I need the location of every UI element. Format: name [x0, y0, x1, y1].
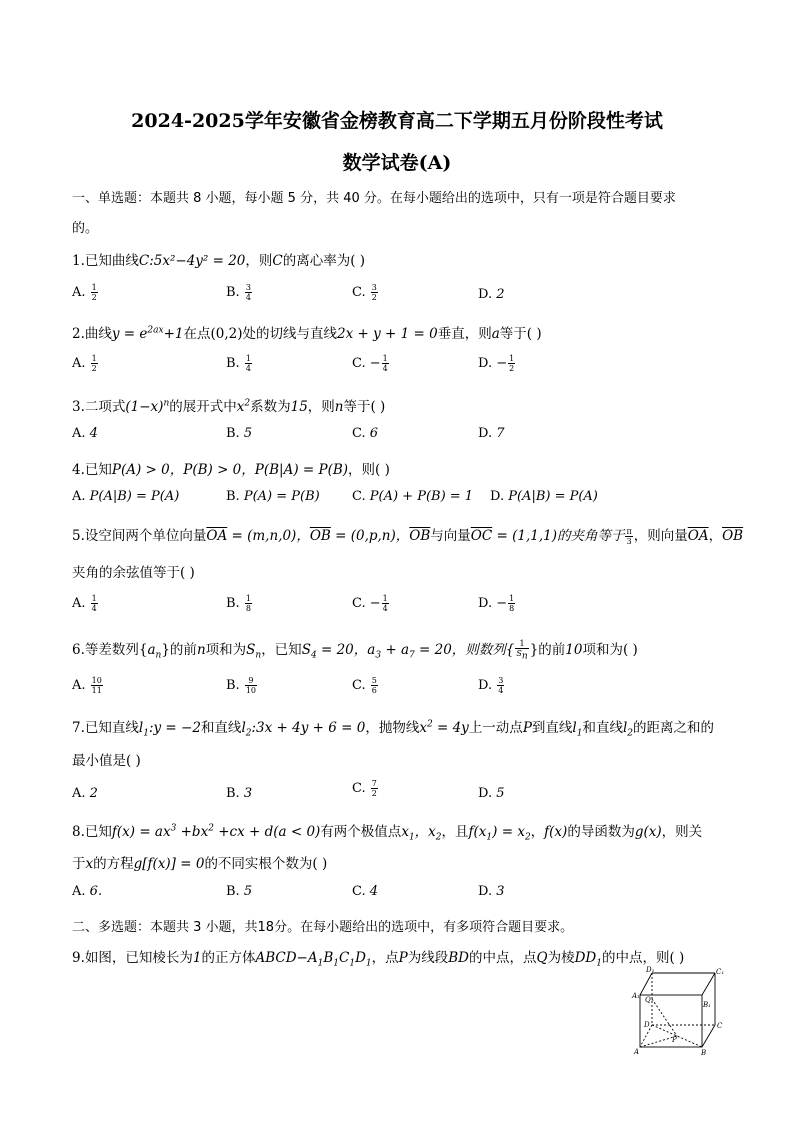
- q4-option-d: D. P(A|B) = P(A): [490, 489, 598, 504]
- question-5: 5.设空间两个单位向量$\overline{OA} = (m,n,0)$，$\overline{OB} = (0,p,n)$，$\overline{OB}$与向量$\overline{OC} = (1,1,1)$的夹角等于 $\frac{\pi}{3}$ ，则向量$\overline{OA}$，$\overline{OB}$: [72, 527, 744, 546]
- question-4: 4.已知P(A) > 0，P(B) > 0，P(B|A) = P(B)，则( ): [72, 462, 390, 478]
- q1-text3: 的离心率为( ): [282, 253, 366, 269]
- section-2-instructions: 二、多选题：本题共 3 小题，共18分。在每小题给出的选项中，有多项符合题目要求。: [72, 920, 574, 935]
- q2-option-c: C. − $\frac{1}{4}$: [352, 354, 388, 373]
- q8-option-a: A. 6.: [72, 884, 103, 899]
- q6-option-b: B. $\frac{9}{10}$: [226, 676, 257, 695]
- q4-option-a: A. P(A|B) = P(A): [72, 489, 180, 504]
- q1-c: C: [272, 253, 283, 269]
- q1-text2: ，则: [245, 253, 273, 269]
- label-b: B: [701, 1049, 707, 1057]
- q2-option-a: A. $\frac{1}{2}$: [72, 354, 97, 373]
- question-3: 3.二项式$(1-x)^n$的展开式中$x^2$系数为15，则n等于( ): [72, 398, 386, 415]
- question-8-line2: 于x的方程g[f(x)] = 0的不同实根个数为( ): [72, 856, 328, 872]
- question-9: 9.如图，已知棱长为1的正方体$ABCD-A_1B_1C_1D_1$，点P为线段BD的中点，点Q为棱$DD_1$的中点，则( ): [72, 950, 685, 969]
- q4-option-c: C. P(A) + P(B) = 1: [352, 489, 474, 504]
- q6-option-d: D. $\frac{3}{4}$: [478, 676, 504, 695]
- label-c1: C₁: [716, 968, 725, 976]
- q2-option-b: B. $\frac{1}{4}$: [226, 354, 251, 373]
- exam-title: 2024-2025学年安徽省金榜教育高二下学期五月份阶段性考试: [131, 110, 663, 132]
- label-c: C: [717, 1022, 723, 1030]
- question-7: 7.已知直线$l_1:y = -2$和直线$l_2:3x + 4y + 6 = 0$，抛物线$x^2 = 4y$上一动点P到直线$l_1$和直线$l_2$的距离之和的: [72, 719, 715, 739]
- q5-option-d: D. − $\frac{1}{8}$: [478, 594, 515, 613]
- label-d: D: [644, 1021, 650, 1029]
- q5-option-c: C. − $\frac{1}{4}$: [352, 594, 388, 613]
- label-d1: D₁: [646, 966, 655, 974]
- q1-option-a: A. $\frac{1}{2}$: [72, 283, 97, 302]
- q7-option-b: B. 3: [226, 786, 253, 801]
- q5-option-a: A. $\frac{1}{4}$: [72, 594, 97, 613]
- exam-subtitle: 数学试卷(A): [342, 152, 452, 174]
- q3-option-d: D. 7: [478, 426, 505, 441]
- q1-option-c: C. $\frac{3}{2}$: [352, 283, 377, 302]
- q8-option-d: D. 3: [478, 884, 505, 899]
- q3-option-a: A. 4: [72, 426, 98, 441]
- question-7-line2: 最小值是( ): [72, 753, 141, 769]
- q6-option-c: C. $\frac{5}{6}$: [352, 676, 377, 695]
- q1-expr: C:5x²−4y² = 20: [138, 253, 246, 269]
- label-a1: A₁: [632, 992, 640, 1000]
- q1-option-d: D. 2: [478, 287, 505, 302]
- q8-option-c: C. 4: [352, 884, 379, 899]
- section-1-instructions: 一、单选题：本题共 8 小题，每小题 5 分，共 40 分。在每小题给出的选项中，只有一项是符合题目要求: [72, 191, 676, 206]
- q1-option-b: B. $\frac{3}{4}$: [226, 283, 251, 302]
- q4-option-b: B. P(A) = P(B): [226, 489, 320, 504]
- q8-option-b: B. 5: [226, 884, 253, 899]
- question-1: [72, 249, 365, 269]
- q7-option-d: D. 5: [478, 786, 505, 801]
- q5-option-b: B. $\frac{1}{8}$: [226, 594, 251, 613]
- label-b1: B₁: [703, 1001, 711, 1009]
- q6-option-a: A. $\frac{10}{11}$: [72, 676, 102, 695]
- q7-option-c: C. $\frac{7}{2}$: [352, 779, 377, 798]
- question-8: 8.已知$f(x) = ax^3 +bx^2 +cx + d(a < 0)$有两个极值点$x_1$，$x_2$，且$f(x_1) = x_2$，f(x)的导函数为g(x)，则关: [72, 823, 703, 843]
- label-q: Q: [645, 996, 651, 1004]
- q2-option-d: D. − $\frac{1}{2}$: [478, 354, 515, 373]
- section-1-instructions-cont: 的。: [72, 221, 99, 236]
- question-2: 2.曲线$y = e^{2ax}+1$在点(0,2)处的切线与直线2x + y + 1 = 0垂直，则a等于( ): [72, 325, 542, 342]
- cube-figure: [630, 965, 730, 1060]
- q3-option-c: C. 6: [352, 426, 379, 441]
- question-5-line2: 夹角的余弦值等于( ): [72, 565, 195, 581]
- label-p: P: [672, 1036, 677, 1044]
- q7-option-a: A. 2: [72, 786, 98, 801]
- label-a: A: [634, 1048, 640, 1056]
- question-6: 6.等差数列$\{a_n\}$的前n项和为$S_n$，已知$S_4 = 20$，$a_3 + a_7 = 20$，则数列{ $\frac{1}{S_n}$ }的前10项和为( ): [72, 639, 638, 662]
- q3-option-b: B. 5: [226, 426, 253, 441]
- q1-text: 1.已知曲线: [72, 253, 139, 269]
